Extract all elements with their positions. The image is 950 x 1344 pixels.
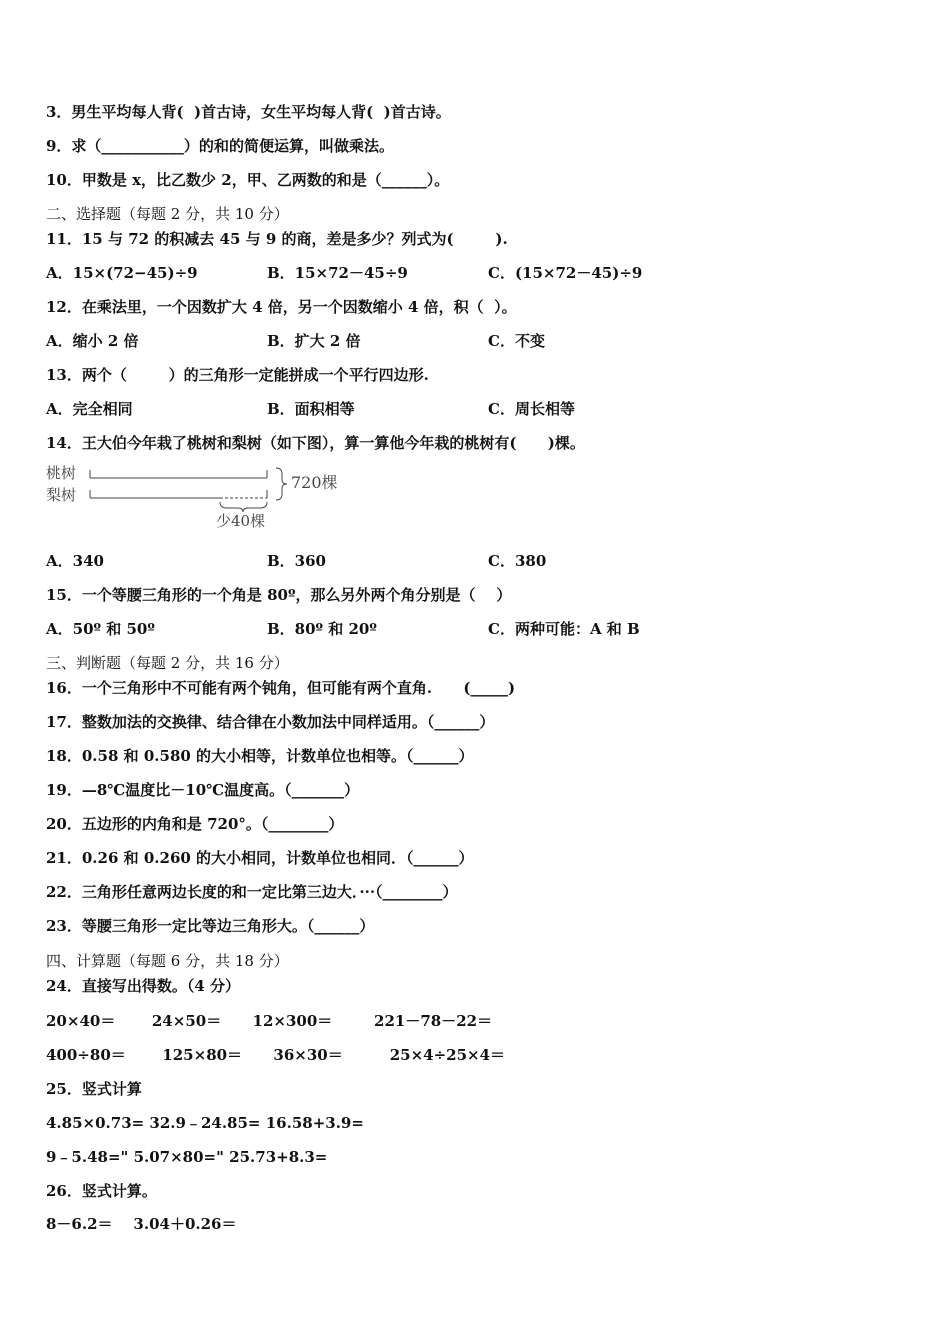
q14-option-c: C．380 (488, 552, 547, 570)
question-21: 21．0.26 和 0.260 的大小相同，计数单位也相同．（______） (46, 849, 474, 867)
section-judgment-heading: 三、判断题（每题 2 分，共 16 分） (46, 654, 289, 672)
total-label: 720棵 (291, 473, 338, 492)
question-19: 19．—8℃温度比－10℃温度高。（_______） (46, 781, 360, 799)
section-calculation-heading: 四、计算题（每题 6 分，共 18 分） (46, 952, 289, 970)
q15-option-c: C．两种可能：A 和 B (488, 620, 640, 638)
section-choice-heading: 二、选择题（每题 2 分，共 10 分） (46, 205, 289, 223)
q15-option-b: B．80º 和 20º (267, 620, 377, 638)
q24-row-1: 20×40＝ 24×50＝ 12×300＝ 221－78－22＝ (46, 1012, 493, 1030)
question-14: 14．王大伯今年栽了桃树和梨树（如下图），算一算他今年栽的桃树有( )棵。 (46, 434, 585, 452)
question-24: 24．直接写出得数。（4 分） (46, 977, 241, 995)
q25-row-2: 9﹣5.48=" 5.07×80=" 25.73+8.3= (46, 1148, 328, 1166)
q15-option-a: A．50º 和 50º (46, 620, 155, 638)
question-22: 22．三角形任意两边长度的和一定比第三边大．···（________） (46, 883, 458, 901)
q11-option-a: A．15×(72−45)÷9 (46, 264, 198, 282)
question-18: 18．0.58 和 0.580 的大小相等，计数单位也相等。（______） (46, 747, 474, 765)
q12-option-a: A．缩小 2 倍 (46, 332, 139, 350)
q12-option-c: C．不变 (488, 332, 545, 350)
q11-option-c: C．(15×72－45)÷9 (488, 264, 643, 282)
question-15: 15．一个等腰三角形的一个角是 80º，那么另外两个角分别是（ ） (46, 586, 512, 604)
q13-option-c: C．周长相等 (488, 400, 575, 418)
q25-row-1: 4.85×0.73= 32.9﹣24.85= 16.58+3.9= (46, 1114, 364, 1132)
q14-option-b: B．360 (267, 552, 326, 570)
difference-brace (220, 502, 267, 512)
question-9: 9．求（___________）的和的简便运算，叫做乘法。 (46, 137, 394, 155)
question-17: 17．整数加法的交换律、结合律在小数加法中同样适用。（______） (46, 713, 495, 731)
question-25: 25．竖式计算 (46, 1080, 142, 1098)
question-12: 12．在乘法里，一个因数扩大 4 倍，另一个因数缩小 4 倍，积（ ）。 (46, 298, 517, 316)
question-23: 23．等腰三角形一定比等边三角形大。（______） (46, 917, 375, 935)
total-brace (276, 468, 287, 500)
difference-label: 少40棵 (216, 512, 266, 530)
q24-row-2: 400÷80＝ 125×80＝ 36×30＝ 25×4÷25×4＝ (46, 1046, 506, 1064)
pear-label: 梨树 (46, 486, 77, 504)
q14-option-a: A．340 (46, 552, 104, 570)
q12-option-b: B．扩大 2 倍 (267, 332, 361, 350)
question-13: 13．两个（ ）的三角形一定能拼成一个平行四边形. (46, 366, 429, 384)
q11-option-b: B．15×72－45÷9 (267, 264, 408, 282)
question-11: 11．15 与 72 的积减去 45 与 9 的商，差是多少？列式为( ). (46, 230, 508, 248)
question-20: 20．五边形的内角和是 720°。（________） (46, 815, 344, 833)
tree-line-diagram (44, 462, 354, 532)
question-26: 26．竖式计算。 (46, 1182, 157, 1200)
question-10: 10．甲数是 x，比乙数少 2，甲、乙两数的和是（______）。 (46, 171, 450, 189)
q13-option-a: A．完全相同 (46, 400, 133, 418)
q13-option-b: B．面积相等 (267, 400, 355, 418)
question-16: 16．一个三角形中不可能有两个钝角，但可能有两个直角. (_____) (46, 679, 516, 697)
question-3: 3．男生平均每人背( )首古诗，女生平均每人背( )首古诗。 (46, 103, 451, 121)
peach-label: 桃树 (46, 464, 77, 482)
q26-row-1: 8－6.2＝ 3.04＋0.26＝ (46, 1215, 237, 1233)
